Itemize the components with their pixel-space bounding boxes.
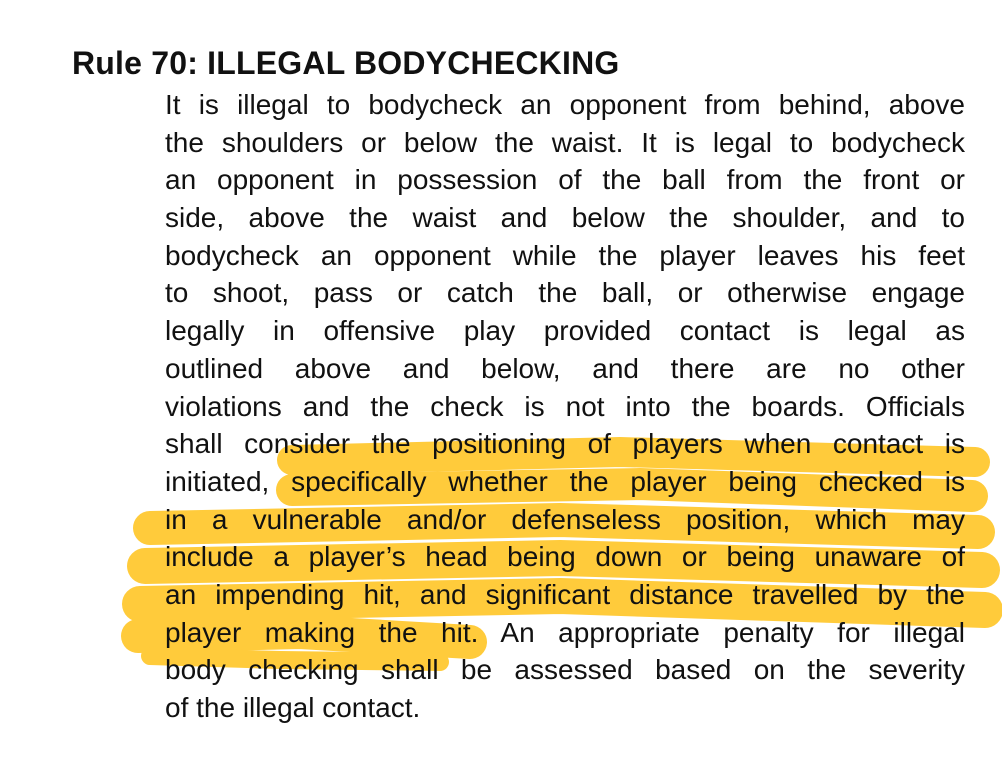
- body-line: initiated, specifically whether the player being checked is: [165, 465, 965, 497]
- body-line: an impending hit, and significant distance travelled by the: [165, 578, 965, 610]
- body-line: an opponent in possession of the ball from the front or: [165, 164, 965, 196]
- body-line: to shoot, pass or catch the ball, or otherwise engage: [165, 277, 965, 309]
- body-line: of the illegal contact.: [165, 692, 421, 723]
- rule-body: [165, 86, 965, 727]
- body-line: include a player’s head being down or being unaware of: [165, 541, 965, 573]
- body-line: the shoulders or below the waist. It is legal to bodycheck: [165, 126, 965, 158]
- body-line: in a vulnerable and/or defenseless position, which may: [165, 503, 965, 535]
- body-line: bodycheck an opponent while the player leaves his feet: [165, 239, 965, 271]
- body-line: body checking shall be assessed based on the severity: [165, 654, 965, 686]
- body-line: shall consider the positioning of players when contact is: [165, 428, 965, 460]
- body-line: player making the hit. An appropriate penalty for illegal: [165, 616, 965, 648]
- body-line: outlined above and below, and there are no other: [165, 352, 965, 384]
- rule-title: Rule 70: ILLEGAL BODYCHECKING: [72, 45, 620, 81]
- body-line: legally in offensive play provided contact is legal as: [165, 315, 965, 347]
- body-line: side, above the waist and below the shoulder, and to: [165, 202, 965, 234]
- body-line: violations and the check is not into the boards. Officials: [165, 390, 965, 422]
- body-line: It is illegal to bodycheck an opponent from behind, above: [165, 89, 965, 120]
